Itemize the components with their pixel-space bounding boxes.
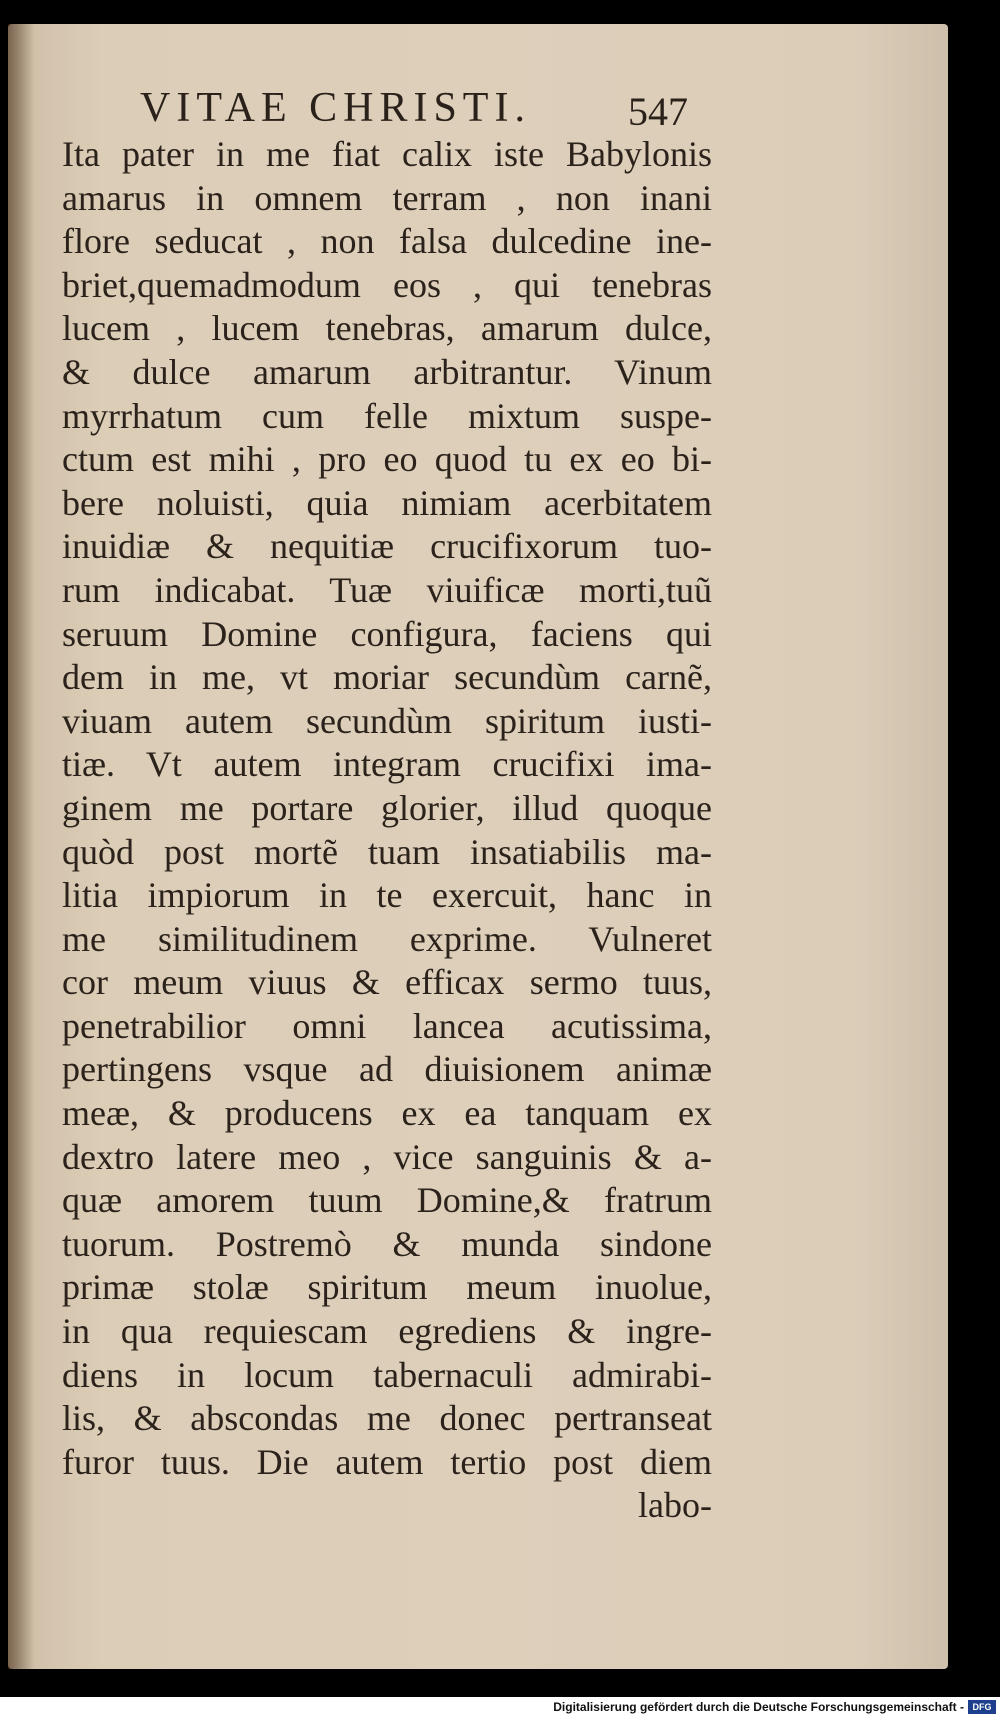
dfg-logo: DFG xyxy=(968,1700,996,1714)
text-line: quòd post mortẽ tuam insatiabilis ma- xyxy=(62,831,712,872)
text-line: tiæ. Vt autem integram crucifixi ima- xyxy=(62,744,712,785)
text-line: ctum est mihi , pro eo quod tu ex eo bi- xyxy=(62,439,712,480)
text-line: dextro latere meo , vice sanguinis & a- xyxy=(62,1136,712,1177)
text-line: diens in locum tabernaculi admirabi- xyxy=(62,1354,712,1395)
text-line: flore seducat , non falsa dulcedine ine- xyxy=(62,221,712,262)
text-line: briet,quemadmodum eos , qui tenebras xyxy=(62,264,712,305)
text-line: in qua requiescam egrediens & ingre- xyxy=(62,1311,712,1352)
text-line: amarus in omnem terram , non inani xyxy=(62,177,712,218)
text-line: primæ stolæ spiritum meum inuolue, xyxy=(62,1267,712,1308)
text-line: Ita pater in me fiat calix iste Babylonis xyxy=(62,134,712,174)
text-line: quæ amorem tuum Domine,& fratrum xyxy=(62,1180,712,1221)
text-line: tuorum. Postremò & munda sindone xyxy=(62,1223,712,1264)
text-line: & dulce amarum arbitrantur. Vinum xyxy=(62,351,712,392)
text-line: furor tuus. Die autem tertio post diem xyxy=(62,1441,712,1482)
catchword: labo- xyxy=(638,1485,712,1526)
text-line: seruum Domine configura, faciens qui xyxy=(62,613,712,654)
text-line: dem in me, vt moriar secundùm carnẽ, xyxy=(62,657,712,698)
running-head-title: VITAE CHRISTI. xyxy=(140,85,531,131)
text-line: me similitudinem exprime. Vulneret xyxy=(62,918,712,959)
text-line: ginem me portare glorier, illud quoque xyxy=(62,787,712,828)
text-line: litia impiorum in te exercuit, hanc in xyxy=(62,875,712,916)
text-line: meæ, & producens ex ea tanquam ex xyxy=(62,1093,712,1134)
text-line: lucem , lucem tenebras, amarum dulce, xyxy=(62,308,712,349)
text-line: penetrabilior omni lancea acutissima, xyxy=(62,1005,712,1046)
text-line: rum indicabat. Tuæ viuificæ morti,tuũ xyxy=(62,569,712,610)
page-number: 547 xyxy=(628,89,688,134)
text-line: lis, & abscondas me donec pertranseat xyxy=(62,1398,712,1439)
gutter-shadow xyxy=(8,24,34,1669)
digitization-note: Digitalisierung gefördert durch die Deutsche Forschungsgemeinschaft - xyxy=(553,1700,964,1714)
body-text xyxy=(62,133,712,1528)
text-line: inuidiæ & nequitiæ crucifixorum tuo- xyxy=(62,526,712,567)
text-line: pertingens vsque ad diuisionem animæ xyxy=(62,1049,712,1090)
text-line: viuam autem secundùm spiritum iusti- xyxy=(62,700,712,741)
text-line: cor meum viuus & efficax sermo tuus, xyxy=(62,962,712,1003)
text-line: bere noluisti, quia nimiam acerbitatem xyxy=(62,482,712,523)
text-line: myrrhatum cum felle mixtum suspe- xyxy=(62,395,712,436)
